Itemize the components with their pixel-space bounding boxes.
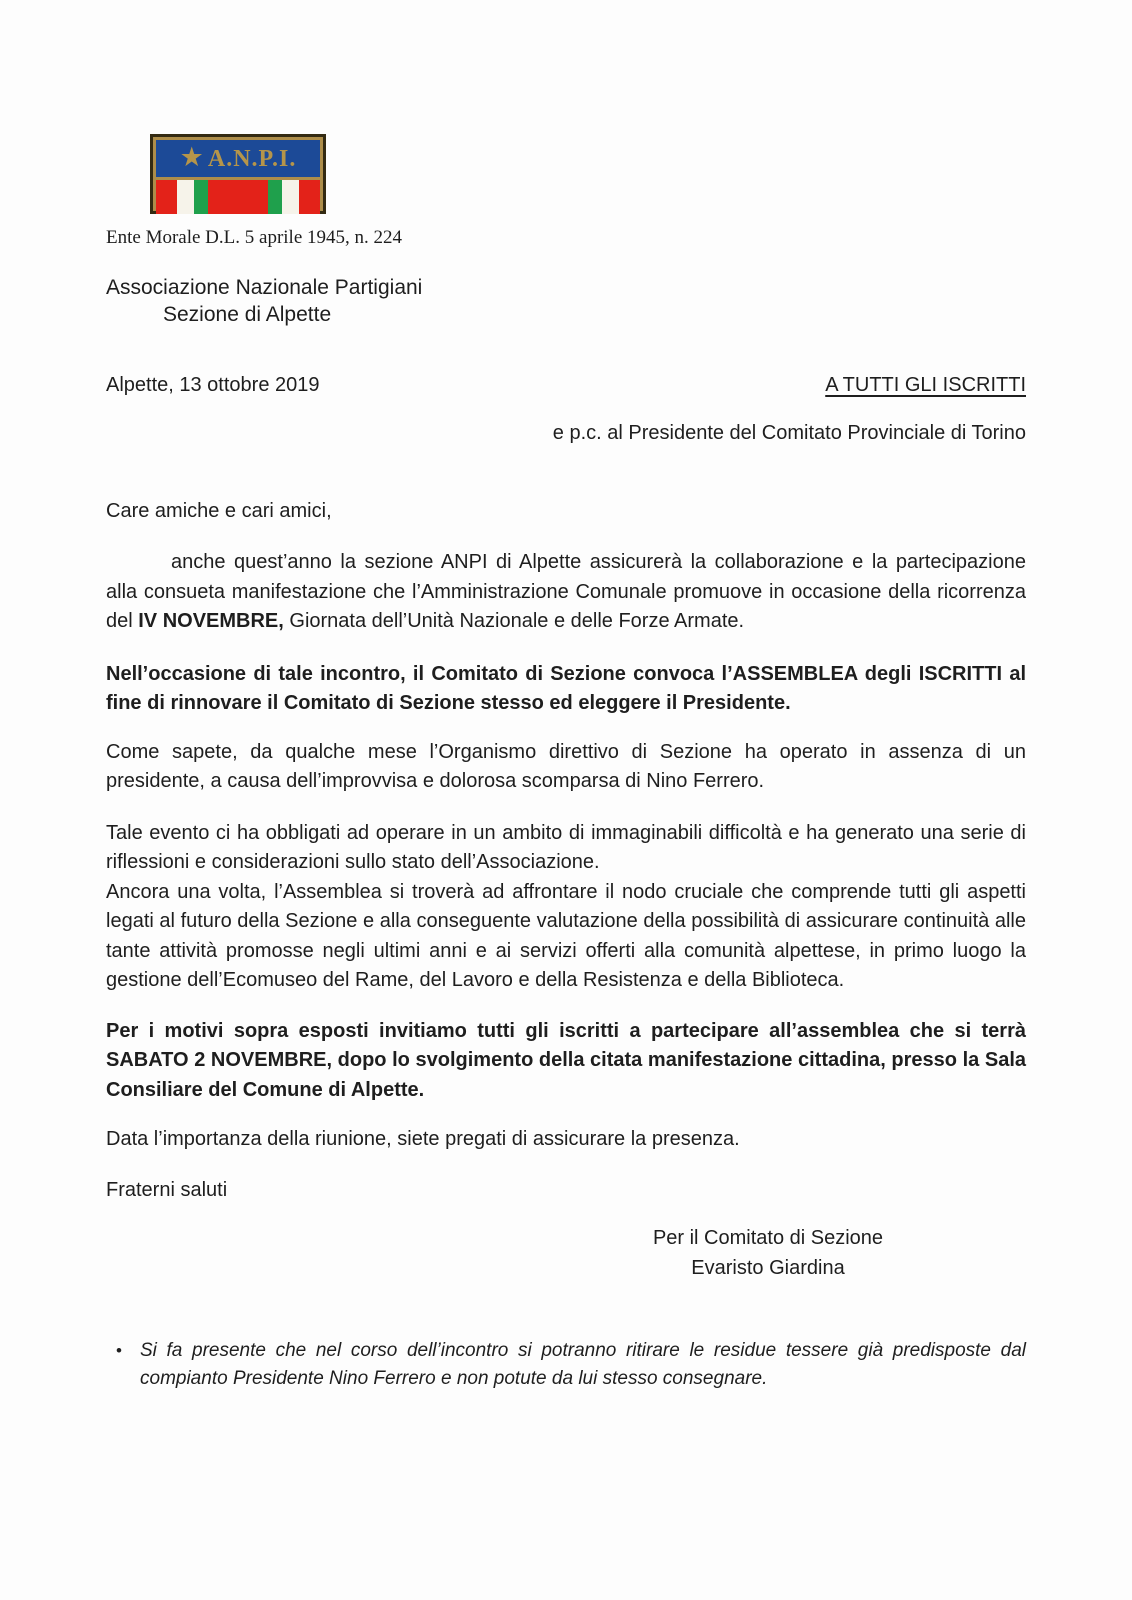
org-section: Sezione di Alpette [163, 303, 332, 326]
paragraph-bold-text: IV NOVEMBRE, [138, 610, 284, 632]
paragraph-text: Giornata dell’Unità Nazionale e delle Forze Armate. [283, 610, 745, 632]
paragraph-presenza: Data l’importanza della riunione, siete pregati di assicurare la presenza. [106, 1128, 740, 1150]
signature-name: Evaristo Giardina [691, 1256, 845, 1279]
ribbon-stripe-red [156, 180, 177, 214]
ribbon-stripe-red [299, 180, 320, 214]
anpi-logo [150, 134, 326, 214]
ribbon-stripe-red [208, 180, 267, 214]
ribbon-stripe-green [268, 180, 283, 214]
dateline: Alpette, 13 ottobre 2019 [106, 374, 320, 396]
org-name: Associazione Nazionale Partigiani [106, 276, 423, 299]
star-icon: ★ [179, 142, 204, 172]
recipient-line: A TUTTI GLI ISCRITTI [825, 374, 1026, 396]
bullet-icon: • [116, 1340, 122, 1360]
cc-line: e p.c. al Presidente del Comitato Provinciale di Torino [552, 422, 1026, 444]
footnote-text: Si fa presente che nel corso dell’incontro si potranno ritirare le residue tessere già predisposte dal compianto Presidente Nino Ferrero e non potute da lui stesso consegnare. [140, 1339, 1026, 1389]
paragraph-text: Tale evento ci ha obbligati ad operare in un ambito di immaginabili difficoltà e ha generato una serie di riflessioni e considerazioni sullo stato dell’Associazione. [106, 821, 1026, 873]
anpi-logo-blue-band [156, 140, 320, 177]
paragraph-assemblea: Nell’occasione di tale incontro, il Comitato di Sezione convoca l’ASSEMBLEA degli ISCRITTI al fine di rinnovare il Comitato di Sezione stesso ed eleggere il Presidente. [106, 662, 1026, 714]
ribbon-stripe-white [177, 180, 193, 214]
paragraph-iv-novembre [106, 548, 1026, 637]
footnote [106, 1337, 1026, 1393]
ribbon-stripe-green [194, 180, 209, 214]
signature-block [538, 1223, 998, 1283]
signature-role: Per il Comitato di Sezione [652, 1226, 884, 1249]
ribbon-stripe-white [282, 180, 298, 214]
ente-morale-line: Ente Morale D.L. 5 aprile 1945, n. 224 [106, 227, 403, 248]
anpi-acronym: A.N.P.I. [207, 145, 297, 172]
paragraph-tale-evento [106, 819, 1026, 996]
tricolor-ribbon [156, 180, 320, 214]
closing-line: Fraterni saluti [106, 1178, 228, 1201]
meta-row [106, 372, 1026, 398]
letter-content [106, 0, 1026, 1393]
paragraph-text: anche quest’anno la sezione ANPI di Alpette assicurerà la collaborazione e la partecipazione alla consueta manifestazione che l’Amministrazione Comunale promuove in occasione della ricorrenza del [106, 551, 1026, 632]
paragraph-come-sapete: Come sapete, da qualche mese l’Organismo direttivo di Sezione ha operato in assenza di un presidente, a causa dell’improvvisa e dolorosa scomparsa di Nino Ferrero. [106, 740, 1026, 792]
salutation: Care amiche e cari amici, [106, 500, 332, 522]
paragraph-invito: Per i motivi sopra esposti invitiamo tutti gli iscritti a partecipare all’assemblea che si terrà SABATO 2 NOVEMBRE, dopo lo svolgimento della citata manifestazione cittadina, presso la Sala Consiliare del Comune di Alpette. [106, 1019, 1026, 1101]
paragraph-text: Ancora una volta, l’Assemblea si troverà ad affrontare il nodo cruciale che comprende tutti gli aspetti legati al futuro della Sezione e alla conseguente valutazione della possibilità di assicurare continuità alle tante attività promosse negli ultimi anni e ai servizi offerti alla comunità alpettese, in primo luogo la gestione dell’Ecomuseo del Rame, del Lavoro e della Resistenza e della Biblioteca. [106, 880, 1026, 991]
